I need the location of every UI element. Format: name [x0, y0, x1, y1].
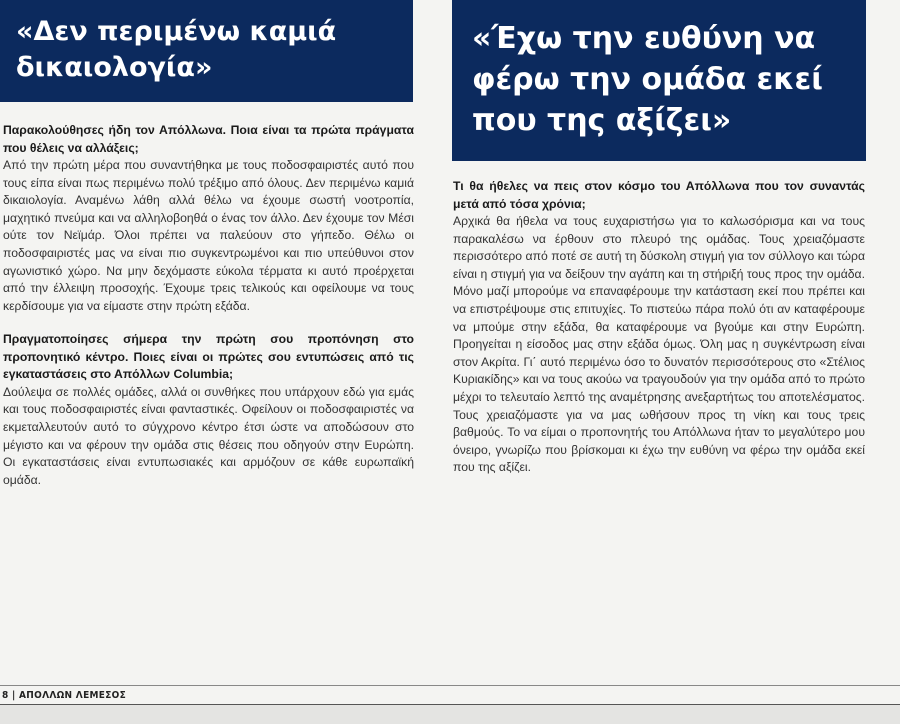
left-question-2: Πραγματοποίησες σήμερα την πρώτη σου προπόνηση στο προπονητικό κέντρο. Ποιες είναι οι πρώτες σου εντυπώσεις από τις εγκαταστάσεις στο Απόλλων Columbia; [3, 332, 414, 382]
left-question-1: Παρακολούθησες ήδη τον Απόλλωνα. Ποια είναι τα πρώτα πράγματα που θέλεις να αλλάξεις; [3, 123, 414, 155]
left-headline-box [0, 0, 413, 102]
left-headline: «Δεν περιμένω καμιά δικαιολογία» [16, 16, 337, 83]
bottom-strip [0, 705, 900, 724]
left-answer-1: Από την πρώτη μέρα που συναντήθηκα με τους ποδοσφαιριστές αυτό που τους είπα είναι πως περιμένω πολύ τρέξιμο από όλους. Δεν περιμένω καμιά δικαιολογία. Αναμένω λάθη αλλά θέλω να έχουμε σωστή νοοτροπία, μαχητικό πνεύμα και να αλληλοβοηθά ο ένας τον άλλο. Δεν έχουμε τον Μέσι ούτε τον Νεϊμάρ. Όλοι πρέπει να παλεύουν στο γήπεδο. Θέλω οι ποδοσφαιριστές μας να είναι πιο συγκεντρωμένοι και πιο υπεύθυνοι στον αγωνιστικό χώρο. Να μην δεχόμαστε εύκολα τέρματα κι αυτό προέρχεται από την έλλειψη προσοχής. Έχουμε τρεις τελικούς και οφείλουμε να τους κερδίσουμε για να είμαστε στην πρώτη εξάδα. [3, 158, 414, 313]
right-headline-box [452, 0, 866, 161]
right-answer-1: Αρχικά θα ήθελα να τους ευχαριστήσω για το καλωσόρισμα και να τους παρακαλέσω να έρθουν στο πλευρό της ομάδας. Τους χρειαζόμαστε περισσότερο από ποτέ σε αυτή τη δύσκολη στιγμή για τον σύλλογο και τώρα είναι η στιγμή για να δείξουν την αγάπη και τη στήριξή τους προς την ομάδα. Μόνο μαζί μπορούμε να επαναφέρουμε την κατάσταση εκεί που πρέπει και να επιστρέψουμε στις επιτυχίες. Το πιστεύω πάρα πολύ ότι αν καταφέρουμε να μπούμε στην εξάδα, θα καταφέρουμε να βγούμε και στην Ευρώπη. Προηγείται η είσοδος μας στην εξάδα όμως. Όλη μας η συγκέντρωση είναι στον Ακρίτα. Γι΄ αυτό περιμένω όσο το δυνατόν περισσότερους στο «Στέλιος Κυριακίδης» και να τους ακούω να τραγουδούν για την ομάδα από το πρώτο μέχρι το τελευταίο λεπτό της αναμέτρησης ανεξαρτήτως του αποτελέσματος. Τους χρειαζόμαστε για να μας ωθήσουν προς τη νίκη και τους τρεις βαθμούς. Το να είμαι ο προπονητής του Απόλλωνα ήταν το μεγαλύτερο μου όνειρο, γνωρίζω που βρίσκομαι κι έχω την ευθύνη να φέρω την ομάδα εκεί που της αξίζει. [453, 214, 865, 475]
page-footer [2, 690, 126, 701]
publication-name: ΑΠΟΛΛΩΝ ΛΕΜΕΣΟΣ [19, 690, 127, 701]
right-article-body [450, 178, 865, 477]
right-question-1: Τι θα ήθελες να πεις στον κόσμο του Απόλλωνα που τον συναντάς μετά από τόσα χρόνια; [453, 179, 865, 211]
right-headline: «Έχω την ευθύνη να φέρω την ομάδα εκεί που της αξίζει» [472, 21, 823, 138]
footer-separator: | [12, 690, 16, 701]
left-answer-2: Δούλεψα σε πολλές ομάδες, αλλά οι συνθήκες που υπάρχουν εδώ για εμάς και τους ποδοσφαιριστές είναι φανταστικές. Οφείλουν οι ποδοσφαιριστές να εκμεταλλευτούν αυτό το σύγχρονο κέντρο έτσι ώστε να αποδώσουν στο μέγιστο και να φέρουν την ομάδα στις θέσεις που οδηγούν στην Ευρώπη. Οι εγκαταστάσεις είναι εντυπωσιακές και αρμόζουν σε κάθε ευρωπαϊκή ομάδα. [3, 384, 414, 487]
page-number: 8 [2, 690, 9, 701]
footer-divider [0, 685, 900, 686]
left-article-body [0, 122, 420, 489]
right-column [450, 0, 870, 477]
left-column [0, 0, 420, 489]
